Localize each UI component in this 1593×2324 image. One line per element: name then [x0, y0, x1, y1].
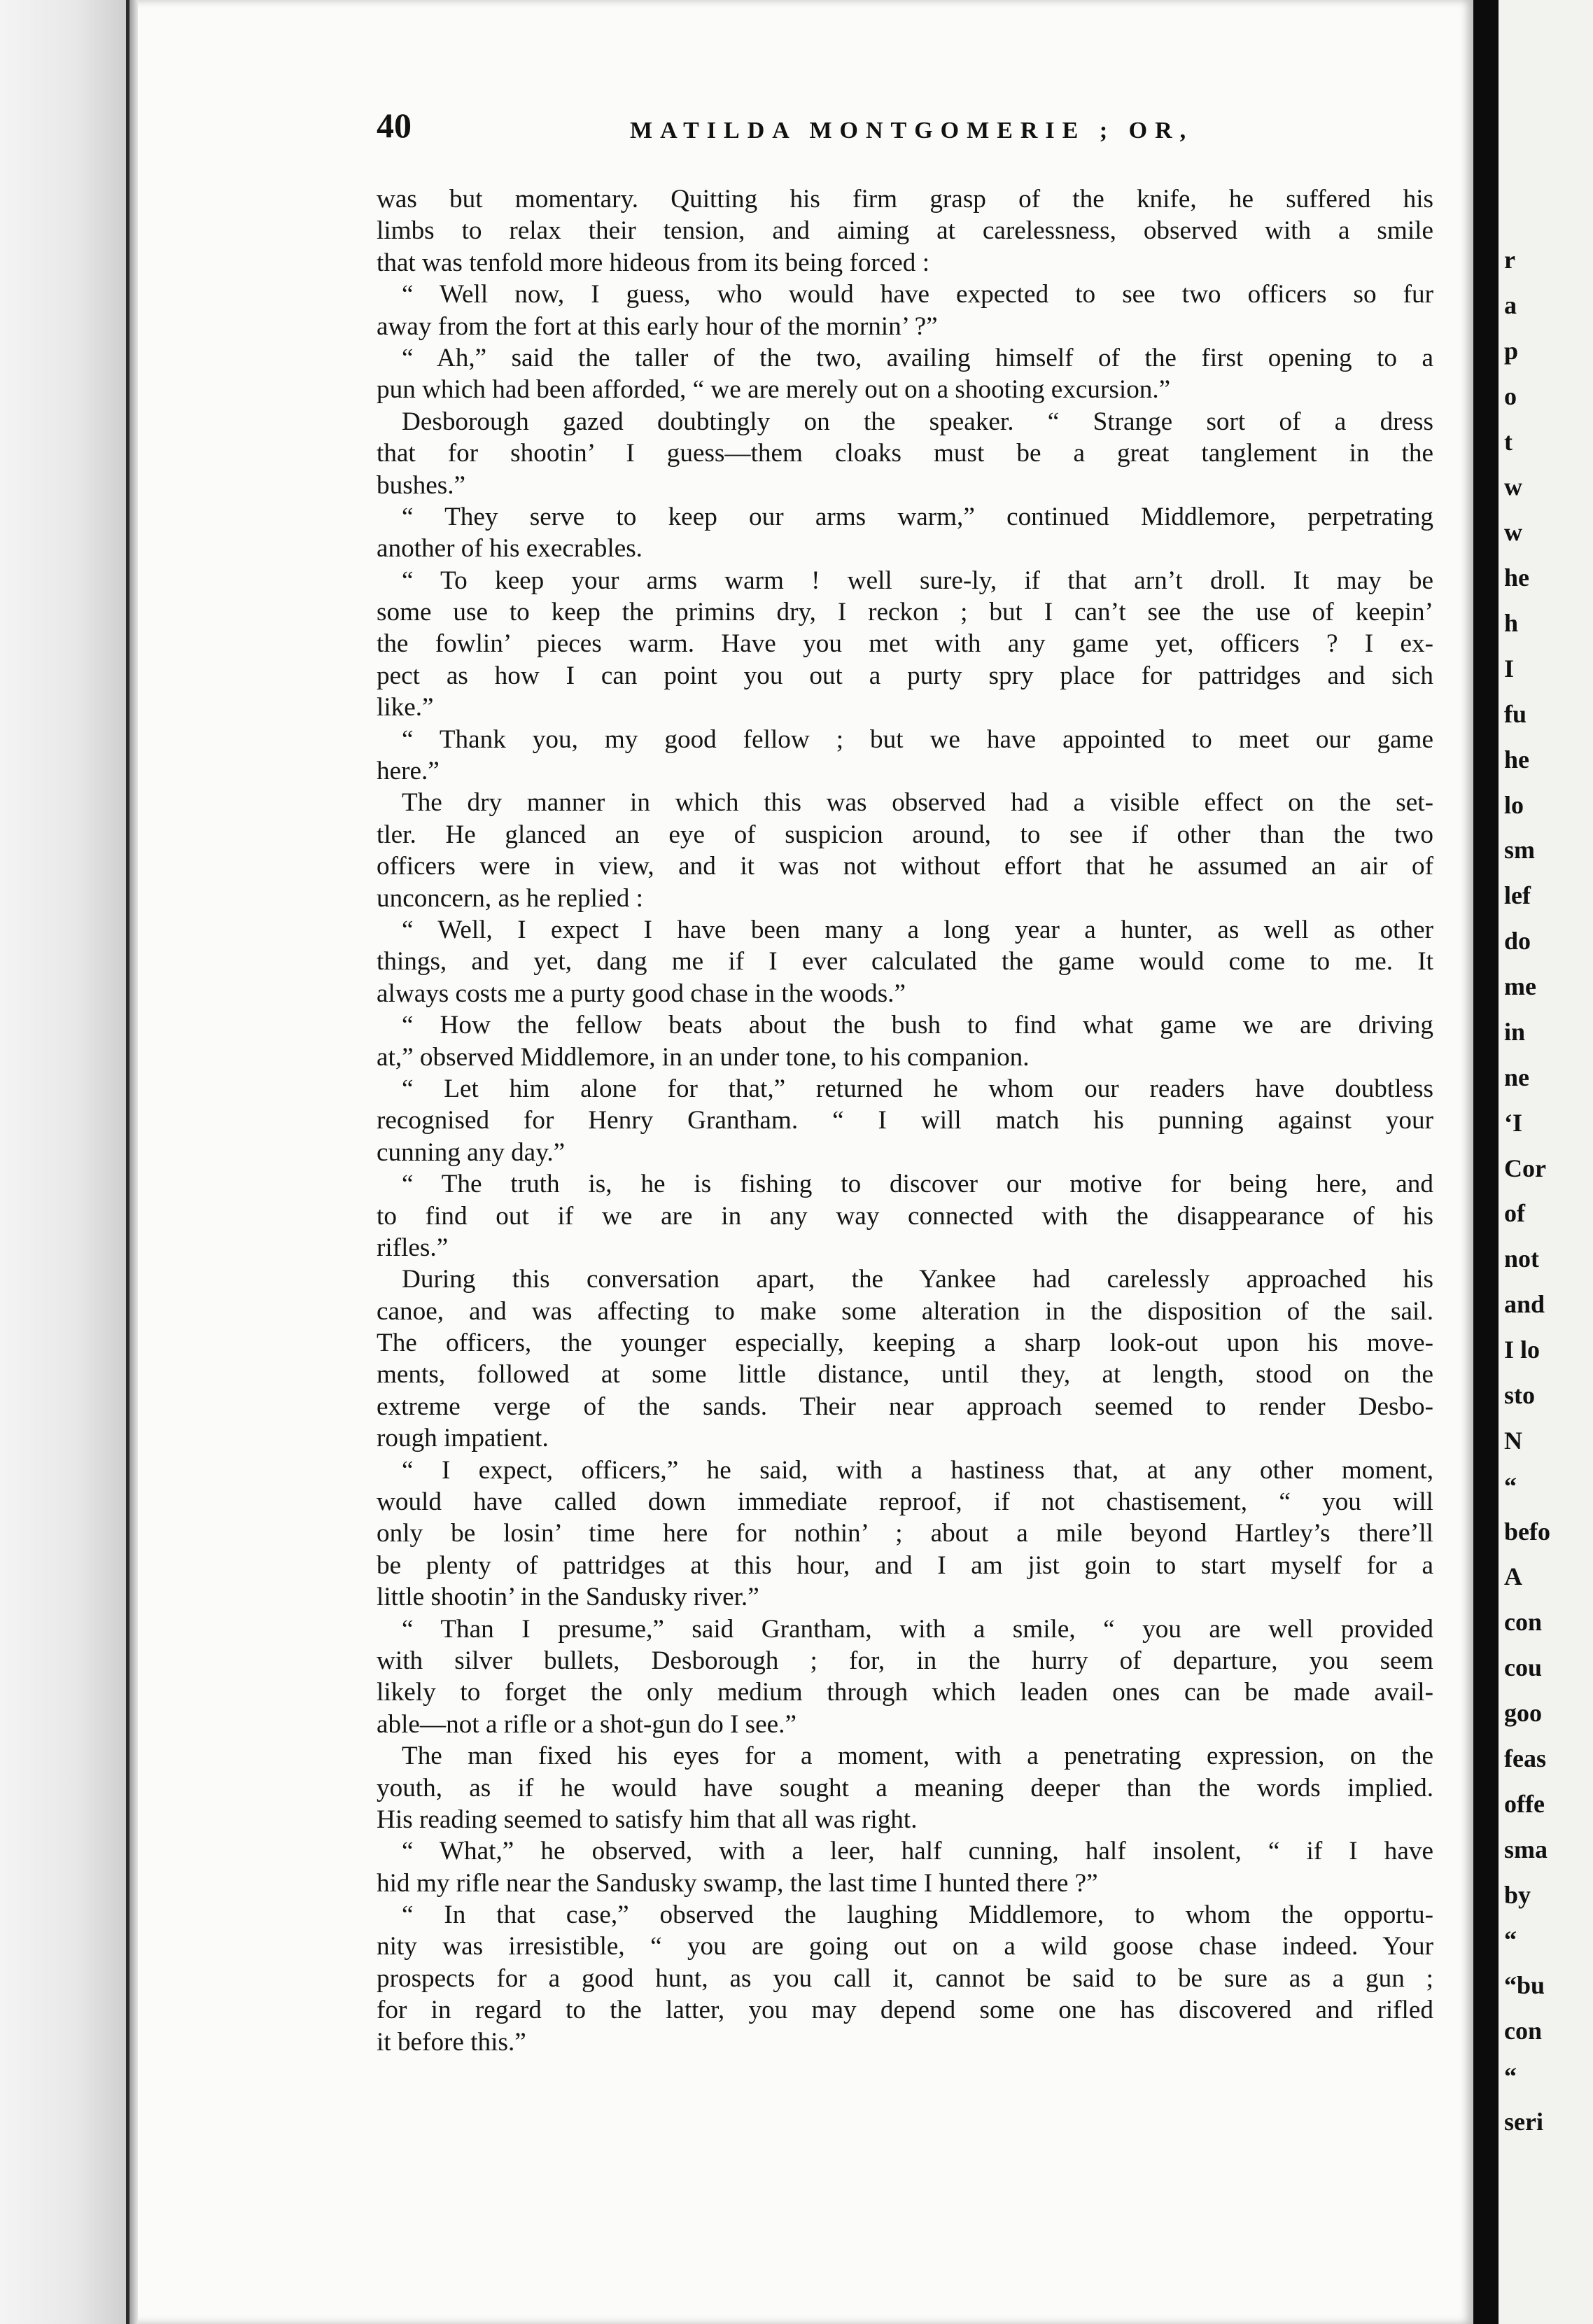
facing-page-text: cou [1504, 1653, 1542, 1681]
text-line: unconcern, as he replied : [377, 883, 644, 913]
text-line: Desborough gazed doubtingly on the speaker. “ Strange sort of a dress [402, 407, 1433, 436]
facing-page-text: goo [1504, 1699, 1542, 1727]
text-line: always costs me a purty good chase in the woods.” [377, 979, 906, 1008]
facing-page-text: of [1504, 1199, 1525, 1227]
text-line: “ To keep your arms warm ! well sure-ly, if that arn’t droll. It may be [402, 566, 1433, 595]
facing-page-text: me [1504, 972, 1536, 1000]
facing-page-text: do [1504, 927, 1531, 955]
text-line: to find out if we are in any way connected with the disappearance of his [377, 1201, 1433, 1231]
facing-page-text: feas [1504, 1744, 1546, 1772]
facing-page-text: “ [1504, 1926, 1517, 1954]
facing-page-text: fu [1504, 700, 1527, 728]
facing-page-text: lef [1504, 881, 1531, 909]
text-line: canoe, and was affecting to make some alteration in the disposition of the sail. [377, 1296, 1433, 1326]
text-line: “ Well, I expect I have been many a long year a hunter, as well as other [402, 915, 1433, 944]
facing-page-text: con [1504, 1608, 1542, 1636]
text-line: “ Thank you, my good fellow ; but we have appointed to meet our game [402, 724, 1433, 754]
facing-page-text: con [1504, 2017, 1542, 2045]
text-line: “ What,” he observed, with a leer, half cunning, half insolent, “ if I have [402, 1837, 1433, 1866]
page-number: 40 [377, 106, 412, 145]
text-line: The dry manner in which this was observed had a visible effect on the set- [402, 788, 1433, 818]
facing-page-fragment [1499, 0, 1593, 2324]
text-line: “ Than I presume,” said Grantham, with a smile, “ you are well provided [402, 1614, 1433, 1644]
facing-page-text: t [1504, 428, 1513, 456]
facing-page-text: in [1504, 1018, 1526, 1046]
text-line: tler. He glanced an eye of suspicion around, to see if other than the two [377, 820, 1433, 849]
text-line: able—not a rifle or a shot-gun do I see.” [377, 1709, 796, 1739]
facing-page-text: a [1504, 291, 1517, 319]
text-line: that was tenfold more hideous from its being forced : [377, 248, 930, 277]
text-line: extreme verge of the sands. Their near approach seemed to render Desbo- [377, 1392, 1433, 1421]
text-line: likely to forget the only medium through which leaden ones can be made avail- [377, 1678, 1433, 1707]
facing-page-text: A [1504, 1562, 1522, 1590]
facing-page-text: N [1504, 1427, 1522, 1455]
text-line: “ They serve to keep our arms warm,” continued Middlemore, perpetrating [402, 502, 1433, 531]
text-line: “ How the fellow beats about the bush to find what game we are driving [402, 1011, 1433, 1040]
facing-page-text: ne [1504, 1063, 1529, 1091]
text-line: The man fixed his eyes for a moment, with a penetrating expression, on the [402, 1742, 1433, 1771]
text-line: with silver bullets, Desborough ; for, in the hurry of departure, you seem [377, 1646, 1433, 1675]
text-line: some use to keep the primins dry, I reckon ; but I can’t see the use of keepin’ [377, 598, 1433, 627]
text-line: things, and yet, dang me if I ever calculated the game would come to me. It [377, 947, 1433, 976]
page-edge-shadow [129, 0, 138, 2324]
facing-page-text: sma [1504, 1835, 1548, 1863]
text-line: The officers, the younger especially, keeping a sharp look-out upon his move- [377, 1329, 1433, 1358]
facing-page-text: offe [1504, 1790, 1545, 1818]
facing-page-text: sto [1504, 1381, 1535, 1409]
facing-page-text: “ [1504, 2062, 1517, 2090]
text-line: rifles.” [377, 1233, 449, 1262]
text-line: rough impatient. [377, 1424, 549, 1453]
text-line: “ In that case,” observed the laughing Middlemore, to whom the opportu- [402, 1900, 1433, 1930]
facing-page-text: “bu [1504, 1971, 1545, 1999]
facing-page-text: and [1504, 1290, 1545, 1318]
facing-page-text: p [1504, 337, 1519, 365]
text-line: the fowlin’ pieces warm. Have you met with any game yet, officers ? I ex- [377, 629, 1433, 659]
facing-page-text: Cor [1504, 1154, 1546, 1182]
text-line: away from the fort at this early hour of the mornin’ ?” [377, 312, 938, 341]
text-line: “ Well now, I guess, who would have expected to see two officers so fur [402, 280, 1433, 309]
text-line: that for shootin’ I guess—them cloaks must be a great tanglement in the [377, 439, 1433, 468]
facing-page-text: he [1504, 746, 1529, 774]
text-line: it before this.” [377, 2027, 526, 2057]
running-head: MATILDA MONTGOMERIE ; OR, [630, 118, 1194, 144]
text-line: little shootin’ in the Sandusky river.” [377, 1583, 759, 1612]
text-line: “ I expect, officers,” he said, with a hastiness that, at any other moment, [402, 1455, 1433, 1485]
facing-page-text: “ [1504, 1472, 1517, 1500]
text-line: nity was irresistible, “ you are going out on a wild goose chase indeed. Your [377, 1932, 1433, 1961]
scan-margin-left [0, 0, 126, 2324]
facing-page-text: I [1504, 654, 1515, 682]
facing-page-text: befo [1504, 1518, 1550, 1546]
facing-page-text: by [1504, 1881, 1531, 1909]
text-line: During this conversation apart, the Yankee had carelessly approached his [402, 1265, 1433, 1294]
text-line: for in regard to the latter, you may depend some one has discovered and rifled [377, 1996, 1433, 2025]
text-line: limbs to relax their tension, and aiming at carelessness, observed with a smile [377, 216, 1433, 246]
book-gutter [1473, 0, 1499, 2324]
body-text [377, 183, 1433, 2058]
facing-page-text: I lo [1504, 1336, 1541, 1364]
text-line: another of his execrables. [377, 534, 643, 564]
text-line: bushes.” [377, 470, 466, 500]
text-line: prospects for a good hunt, as you call it, cannot be said to be sure as a gun ; [377, 1963, 1433, 1993]
facing-page-text: o [1504, 382, 1517, 410]
text-line: pect as how I can point you out a purty spry place for pattridges and sich [377, 661, 1433, 690]
facing-page-text: not [1504, 1245, 1540, 1273]
text-line: hid my rifle near the Sandusky swamp, the last time I hunted there ?” [377, 1868, 1098, 1898]
text-line: like.” [377, 693, 434, 722]
facing-page-text: w [1504, 472, 1522, 500]
text-line: “ Let him alone for that,” returned he whom our readers have doubtless [402, 1074, 1433, 1103]
text-line: His reading seemed to satisfy him that all was right. [377, 1805, 918, 1834]
text-line: was but momentary. Quitting his firm grasp of the knife, he suffered his [377, 185, 1433, 214]
facing-page-text: sm [1504, 836, 1535, 864]
facing-page-text: h [1504, 609, 1519, 637]
facing-page-text: w [1504, 518, 1522, 546]
facing-page-text: lo [1504, 791, 1524, 819]
text-line: “ Ah,” said the taller of the two, availing himself of the first opening to a [402, 343, 1433, 372]
text-line: be plenty of pattridges at this hour, and I am jist goin to start myself for a [377, 1550, 1433, 1580]
text-line: recognised for Henry Grantham. “ I will match his punning against your [377, 1106, 1433, 1135]
text-line: here.” [377, 757, 440, 786]
facing-page-text: seri [1504, 2108, 1543, 2136]
facing-page-text: he [1504, 564, 1529, 592]
text-line: would have called down immediate reproof, if not chastisement, “ you will [377, 1488, 1433, 1517]
facing-page-text: r [1504, 246, 1515, 274]
text-line: ments, followed at some little distance, until they, at length, stood on the [377, 1360, 1433, 1390]
text-line: youth, as if he would have sought a meaning deeper than the words implied. [377, 1773, 1433, 1802]
facing-page-text: ‘I [1504, 1109, 1522, 1137]
text-line: at,” observed Middlemore, in an under tone, to his companion. [377, 1042, 1030, 1072]
text-line: cunning any day.” [377, 1138, 566, 1167]
text-line: only be losin’ time here for nothin’ ; about a mile beyond Hartley’s there’ll [377, 1519, 1433, 1548]
text-line: “ The truth is, he is fishing to discover our motive for being here, and [402, 1170, 1433, 1199]
text-line: officers were in view, and it was not without effort that he assumed an air of [377, 852, 1433, 881]
text-line: pun which had been afforded, “ we are merely out on a shooting excursion.” [377, 375, 1171, 405]
